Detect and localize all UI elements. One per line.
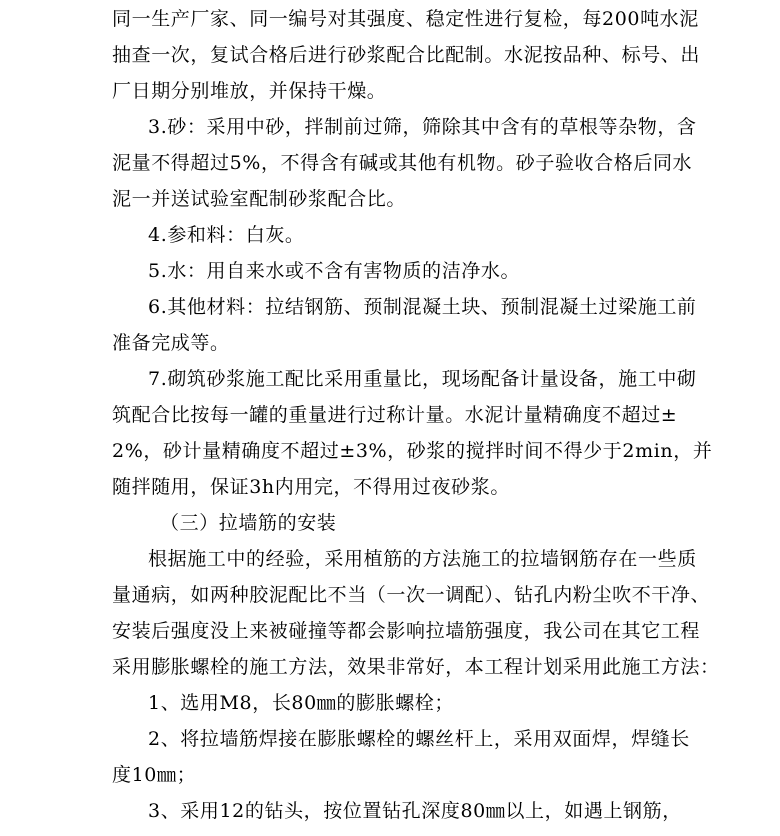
text-line: 7.砌筑砂浆施工配比采用重量比，现场配备计量设备，施工中砌 — [148, 368, 697, 390]
text-line: 3.砂：采用中砂，拌制前过筛，筛除其中含有的草根等杂物，含 — [148, 116, 697, 138]
text-line: 泥量不得超过5%，不得含有碱或其他有机物。砂子验收合格后同水 — [112, 152, 693, 174]
text-line: 安装后强度没上来被碰撞等都会影响拉墙筋强度，我公司在其它工程 — [112, 620, 701, 642]
text-line: 1、选用M8，长80㎜的膨胀螺栓； — [148, 692, 455, 714]
text-line: 抽查一次，复试合格后进行砂浆配合比配制。水泥按品种、标号、出 — [112, 44, 701, 66]
text-line: 3、采用12的钻头，按位置钻孔深度80㎜以上，如遇上钢筋， — [148, 800, 682, 822]
text-line: 度10㎜； — [112, 764, 197, 786]
text-line: 5.水：用自来水或不含有害物质的洁净水。 — [148, 260, 521, 282]
text-line: 随拌随用，保证3h内用完，不得用过夜砂浆。 — [112, 476, 510, 498]
text-line: 采用膨胀螺栓的施工方法，效果非常好，本工程计划采用此施工方法： — [112, 656, 720, 678]
text-line: 4.参和料：白灰。 — [148, 224, 305, 246]
text-line: 6.其他材料：拉结钢筋、预制混凝土块、预制混凝土过梁施工前 — [148, 296, 697, 318]
text-line: 筑配合比按每一罐的重量进行过称计量。水泥计量精确度不超过± — [112, 404, 678, 426]
text-line: 厂日期分别堆放，并保持干燥。 — [112, 80, 387, 102]
text-line: 根据施工中的经验，采用植筋的方法施工的拉墙钢筋存在一些质 — [148, 548, 697, 570]
section-heading: （三）拉墙筋的安装 — [160, 512, 337, 534]
text-line: 泥一并送试验室配制砂浆配合比。 — [112, 188, 407, 210]
text-line: 2、将拉墙筋焊接在膨胀螺栓的螺丝杆上，采用双面焊，焊缝长 — [148, 728, 690, 750]
text-line: 准备完成等。 — [112, 332, 230, 354]
text-line: 2%，砂计量精确度不超过±3%，砂浆的搅拌时间不得少于2min，并 — [112, 440, 713, 462]
text-line: 量通病，如两种胶泥配比不当（一次一调配）、钻孔内粉尘吹不干净、 — [112, 584, 711, 606]
text-line: 同一生产厂家、同一编号对其强度、稳定性进行复检，每200吨水泥 — [112, 8, 699, 30]
